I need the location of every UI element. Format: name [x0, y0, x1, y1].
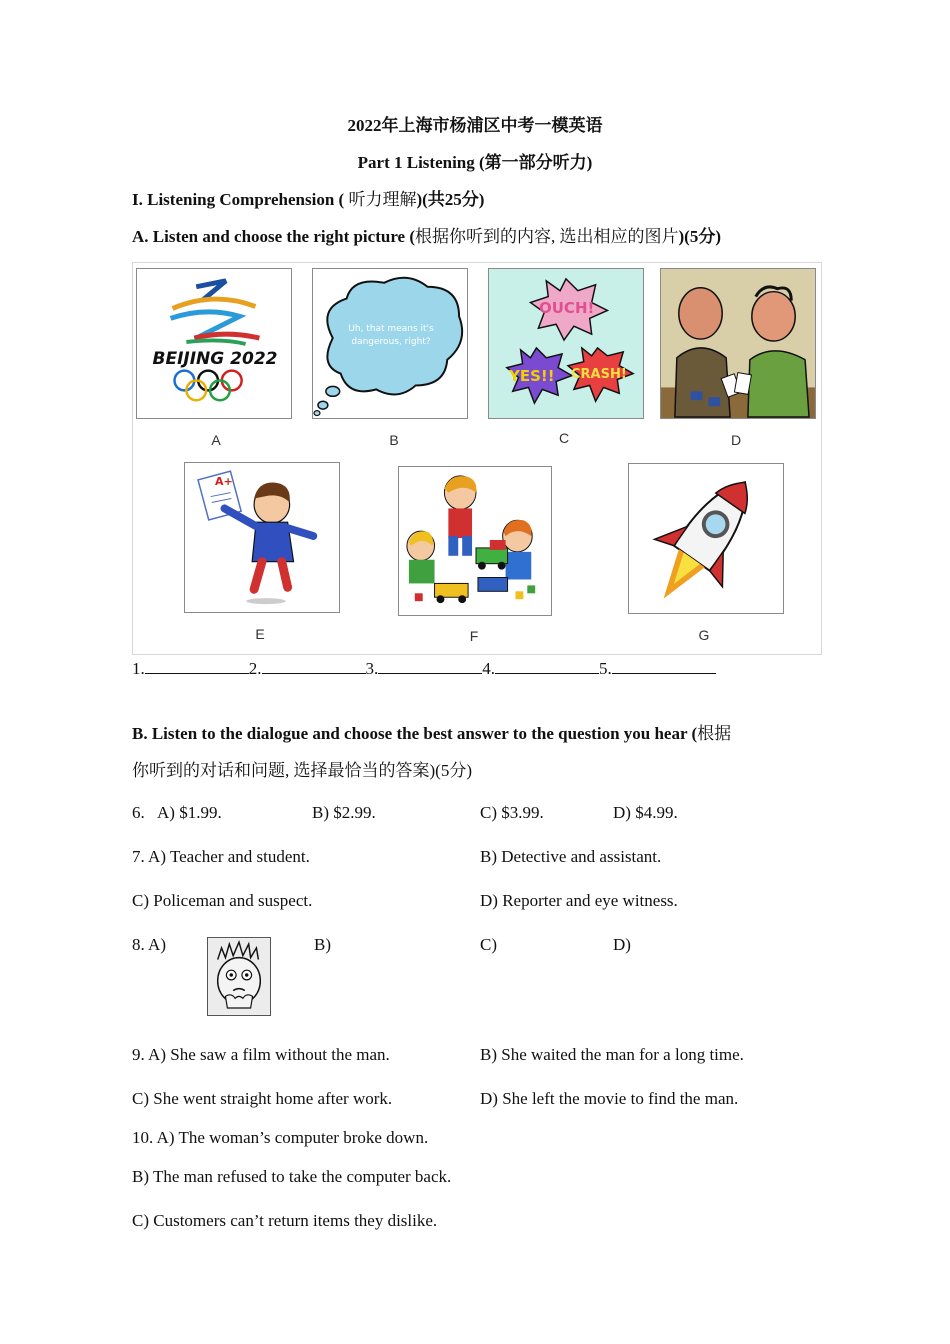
q8-option-c[interactable]: C): [480, 935, 497, 954]
picture-c-label: C: [558, 430, 570, 446]
comic-word-crash: CRASH!: [571, 367, 627, 382]
comic-word-yes: YES!!: [509, 367, 555, 385]
picture-d: [660, 268, 816, 419]
q7-option-a[interactable]: 7. A) Teacher and student.: [132, 847, 310, 866]
q8-option-d[interactable]: D): [613, 935, 631, 954]
blank-label-1: 1.: [132, 659, 145, 678]
picture-a: [136, 268, 292, 419]
part-title: Part 1 Listening (第一部分听力): [357, 153, 593, 172]
q9-option-c[interactable]: C) She went straight home after work.: [132, 1089, 393, 1108]
picture-d-label: D: [730, 432, 742, 448]
answer-blank-1[interactable]: [145, 659, 249, 674]
q7-option-d[interactable]: D) Reporter and eye witness.: [480, 891, 678, 910]
q8-option-a[interactable]: 8. A): [132, 935, 166, 954]
card-players-illustration: [661, 269, 815, 418]
blank-label-3: 3.: [365, 659, 379, 678]
answer-blank-5[interactable]: [612, 659, 716, 674]
logo-text: BEIJING 2022: [152, 349, 278, 369]
picture-g-label: G: [698, 627, 710, 643]
q7-option-b[interactable]: B) Detective and assistant.: [480, 847, 662, 866]
q9-option-a[interactable]: 9. A) She saw a film without the man.: [132, 1045, 390, 1064]
rocket-illustration: [629, 464, 783, 613]
part-a-heading: A. Listen and choose the right picture (根据你听到的内容, 选出相应的图片)(5分): [132, 227, 721, 246]
answer-blanks: [132, 658, 716, 680]
answer-blank-3[interactable]: [378, 659, 482, 674]
q7-option-c[interactable]: C) Policeman and suspect.: [132, 891, 313, 910]
blank-label-5: 5.: [599, 659, 612, 678]
beijing-2022-logo: [137, 269, 291, 418]
q6-number: 6.: [132, 803, 145, 822]
answer-blank-4[interactable]: [495, 659, 599, 674]
comic-bursts: [489, 269, 643, 418]
picture-b: [312, 268, 468, 419]
picture-a-label: A: [211, 432, 221, 448]
answer-blank-2[interactable]: [262, 659, 366, 674]
part-b-heading-line1: B. Listen to the dialogue and choose the best answer to the question you hear (根据: [132, 724, 732, 743]
picture-e-label: E: [255, 626, 265, 642]
bubble-text-1: Uh, that means it's: [348, 324, 434, 334]
picture-b-label: B: [389, 432, 399, 448]
children-toys-illustration: [399, 467, 551, 615]
q8-option-b[interactable]: B): [314, 935, 331, 954]
comic-word-ouch: OUCH!: [539, 299, 595, 317]
q6-option-d[interactable]: D) $4.99.: [613, 803, 678, 822]
q10-option-b[interactable]: B) The man refused to take the computer back.: [132, 1167, 452, 1186]
picture-f-label: F: [469, 628, 479, 644]
grade-text: A+: [215, 475, 233, 488]
section-heading: I. Listening Comprehension ( 听力理解)(共25分): [132, 190, 485, 209]
q9-option-d[interactable]: D) She left the movie to find the man.: [480, 1089, 739, 1108]
part-b-heading-line2: 你听到的对话和问题, 选择最恰当的答案)(5分): [132, 761, 472, 780]
q6-option-a[interactable]: A) $1.99.: [157, 803, 222, 822]
bubble-text-2: dangerous, right?: [351, 337, 431, 347]
worried-face-icon: [208, 938, 270, 1015]
q10-option-a[interactable]: 10. A) The woman’s computer broke down.: [132, 1128, 429, 1147]
boy-with-grade-illustration: [185, 463, 339, 612]
q9-option-b[interactable]: B) She waited the man for a long time.: [480, 1045, 744, 1064]
q6-option-c[interactable]: C) $3.99.: [480, 803, 544, 822]
q6-option-b[interactable]: B) $2.99.: [312, 803, 376, 822]
blank-label-4: 4.: [482, 659, 495, 678]
picture-g: [628, 463, 784, 614]
document-title: 2022年上海市杨浦区中考一模英语: [347, 116, 603, 135]
q8-option-a-picture[interactable]: [207, 937, 271, 1016]
picture-e: [184, 462, 340, 613]
q10-option-c[interactable]: C) Customers can’t return items they dislike.: [132, 1211, 438, 1230]
picture-f: [398, 466, 552, 616]
picture-c: [488, 268, 644, 419]
blank-label-2: 2.: [248, 659, 262, 678]
